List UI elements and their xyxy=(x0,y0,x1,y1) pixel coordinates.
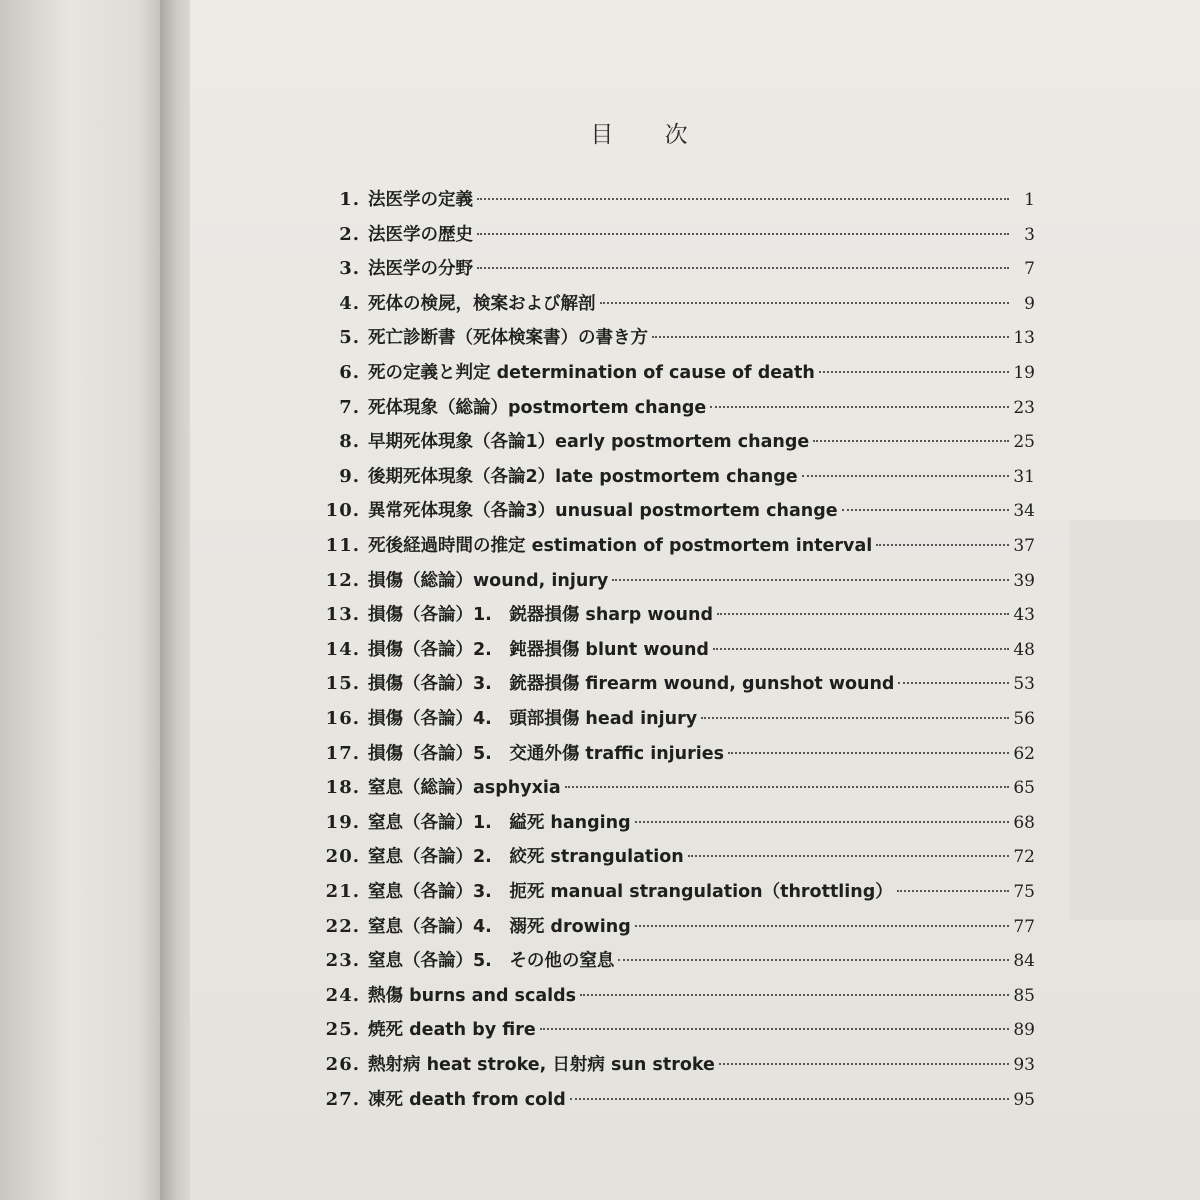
toc-entry xyxy=(300,982,1035,1010)
toc-entry-page: 25 xyxy=(1013,432,1035,453)
toc-entry-title: 熱傷 burns and scalds xyxy=(368,985,577,1006)
toc-entry-number: 9. xyxy=(339,465,360,487)
leader-dots xyxy=(713,648,1009,650)
leader-dots xyxy=(717,613,1009,615)
toc-entry-title: 窒息（各論）2. 絞死 strangulation xyxy=(368,847,684,868)
toc-entry-number: 5. xyxy=(339,327,360,349)
leader-dots xyxy=(635,821,1009,823)
toc-entry-number: 27. xyxy=(325,1088,360,1110)
toc-entry-page: 43 xyxy=(1013,605,1035,626)
toc-entry-page: 68 xyxy=(1013,812,1035,833)
toc-entry xyxy=(300,913,1035,941)
leader-dots xyxy=(701,717,1009,719)
toc-entry-number: 10. xyxy=(325,500,360,522)
leader-dots xyxy=(819,371,1009,373)
toc-entry-title: 死の定義と判定 determination of cause of death xyxy=(368,363,815,383)
toc-entry xyxy=(300,809,1035,837)
toc-entry-title: 早期死体現象（各論1）early postmortem change xyxy=(368,432,810,453)
toc-entry xyxy=(300,774,1035,802)
leader-dots xyxy=(540,1028,1009,1030)
leader-dots xyxy=(719,1063,1009,1065)
toc-entry xyxy=(300,428,1035,456)
leader-dots xyxy=(635,925,1009,927)
toc-entry-title: 死亡診断書（死体検案書）の書き方 xyxy=(368,328,648,349)
toc-entry-title: 凍死 death from cold xyxy=(368,1089,566,1110)
toc-entry xyxy=(300,255,1035,283)
toc-entry-page: 7 xyxy=(1024,259,1035,280)
toc-entry-title: 死体現象（総論）postmortem change xyxy=(368,397,707,418)
toc-entry-page: 89 xyxy=(1013,1020,1035,1041)
toc-entry xyxy=(300,394,1035,422)
toc-entry-title: 窒息（各論）1. 縊死 hanging xyxy=(368,812,631,833)
toc-entry xyxy=(300,878,1035,906)
leader-dots xyxy=(652,336,1009,338)
toc-entry xyxy=(300,705,1035,733)
toc-entry-title: 法医学の歴史 xyxy=(368,224,473,245)
toc-entry-page: 3 xyxy=(1024,224,1035,245)
toc-entry-number: 6. xyxy=(339,362,360,383)
toc-entry-number: 7. xyxy=(339,396,360,418)
toc-entry-number: 16. xyxy=(325,708,360,729)
toc-entry xyxy=(300,843,1035,871)
toc-entry-page: 85 xyxy=(1013,985,1035,1006)
leader-dots xyxy=(600,302,1010,304)
toc-entry-number: 17. xyxy=(325,742,360,764)
toc-entry-title: 損傷（各論）4. 頭部損傷 head injury xyxy=(368,709,698,729)
toc-entry-number: 14. xyxy=(325,638,360,660)
toc-entry xyxy=(300,221,1035,249)
leader-dots xyxy=(570,1098,1009,1100)
toc-entry-title: 窒息（総論）asphyxia xyxy=(368,778,561,799)
toc-entry xyxy=(300,1086,1035,1114)
toc-entry-title: 窒息（各論）3. 扼死 manual strangulation（throttling） xyxy=(368,882,893,902)
leader-dots xyxy=(580,994,1009,996)
toc-entry-page: 53 xyxy=(1013,674,1035,695)
toc-entry-page: 95 xyxy=(1013,1089,1035,1110)
toc-entry-title: 損傷（各論）3. 銃器損傷 firearm wound, gunshot wound xyxy=(368,674,895,695)
toc-entry-number: 8. xyxy=(339,431,360,453)
toc-entry-title: 損傷（各論）2. 鈍器損傷 blunt wound xyxy=(368,639,709,660)
toc-entry-page: 31 xyxy=(1013,466,1035,487)
toc-entry xyxy=(300,324,1035,352)
leader-dots xyxy=(612,579,1009,581)
leader-dots xyxy=(477,198,1009,200)
toc-entry-page: 77 xyxy=(1013,916,1035,937)
toc-entry-title: 窒息（各論）5. その他の窒息 xyxy=(368,951,615,972)
toc-entry xyxy=(300,740,1035,768)
toc-entry-title: 死体の検屍，検案および解剖 xyxy=(368,293,596,314)
toc-entry-number: 26. xyxy=(325,1054,360,1075)
leader-dots xyxy=(710,406,1009,408)
leader-dots xyxy=(477,267,1009,269)
toc-entry-number: 23. xyxy=(325,950,360,972)
toc-entry-number: 25. xyxy=(325,1019,360,1041)
leader-dots xyxy=(842,509,1009,511)
toc-entry-page: 48 xyxy=(1013,639,1035,660)
toc-entry-title: 熱射病 heat stroke, 日射病 sun stroke xyxy=(368,1055,715,1075)
toc-entry-page: 37 xyxy=(1013,536,1035,556)
leader-dots xyxy=(728,752,1009,754)
toc-entry-number: 18. xyxy=(325,777,360,799)
toc-entry-title: 異常死体現象（各論3）unusual postmortem change xyxy=(368,501,838,522)
toc-entry-number: 19. xyxy=(325,811,360,833)
toc-entry-page: 93 xyxy=(1013,1055,1035,1075)
toc-entry xyxy=(300,359,1035,387)
toc-entry xyxy=(300,497,1035,525)
toc-entry-page: 84 xyxy=(1013,951,1035,972)
toc-entry-page: 9 xyxy=(1024,293,1035,314)
leader-dots xyxy=(802,475,1009,477)
toc-entry-page: 13 xyxy=(1013,328,1035,349)
toc-entry-title: 損傷（各論）1. 鋭器損傷 sharp wound xyxy=(368,605,713,626)
leader-dots xyxy=(477,233,1009,235)
leader-dots xyxy=(688,855,1009,857)
toc-entry-page: 34 xyxy=(1013,501,1035,522)
toc-entry-title: 窒息（各論）4. 溺死 drowing xyxy=(368,916,631,937)
toc-entry-title: 損傷（総論）wound, injury xyxy=(368,570,609,591)
toc-entry xyxy=(300,186,1035,214)
toc-entry xyxy=(300,1016,1035,1044)
toc-entry xyxy=(300,290,1035,318)
toc-entry-title: 死後経過時間の推定 estimation of postmortem interval xyxy=(368,536,873,556)
toc-entry-page: 62 xyxy=(1013,743,1035,764)
toc-entry-number: 22. xyxy=(325,915,360,937)
toc-entry-number: 4. xyxy=(339,292,360,314)
leader-dots xyxy=(565,786,1009,788)
toc-entry-number: 1. xyxy=(339,189,360,210)
toc-entry-page: 72 xyxy=(1013,847,1035,868)
toc-entry-page: 56 xyxy=(1013,709,1035,729)
leader-dots xyxy=(876,544,1009,546)
toc-entry xyxy=(300,1051,1035,1079)
toc-entry-page: 75 xyxy=(1013,882,1035,902)
toc-entry-number: 12. xyxy=(325,569,360,591)
toc-entry xyxy=(300,463,1035,491)
toc-entry xyxy=(300,601,1035,629)
toc-entry-title: 法医学の分野 xyxy=(368,259,473,280)
toc-entry-number: 2. xyxy=(339,223,360,245)
leader-dots xyxy=(898,682,1009,684)
leader-dots xyxy=(897,890,1009,892)
toc-entry xyxy=(300,670,1035,698)
toc-entry-page: 19 xyxy=(1013,363,1035,383)
toc-heading: 目 次 xyxy=(590,122,710,148)
toc-entry-title: 法医学の定義 xyxy=(368,190,473,210)
leader-dots xyxy=(618,959,1009,961)
toc-entry-page: 1 xyxy=(1024,190,1035,210)
toc-entry-number: 11. xyxy=(325,535,360,556)
toc-entry xyxy=(300,636,1035,664)
toc-entry-title: 損傷（各論）5. 交通外傷 traffic injuries xyxy=(368,743,725,764)
toc-entry-number: 13. xyxy=(325,604,360,626)
toc-entry xyxy=(300,567,1035,595)
toc-entry xyxy=(300,947,1035,975)
leader-dots xyxy=(813,440,1009,442)
toc-entry-number: 21. xyxy=(325,881,360,902)
toc-entry-page: 39 xyxy=(1013,570,1035,591)
toc-entry-title: 焼死 death by fire xyxy=(368,1020,536,1041)
toc-entry-number: 15. xyxy=(325,673,360,695)
toc-entry-title: 後期死体現象（各論2）late postmortem change xyxy=(368,466,798,487)
toc-entry-page: 23 xyxy=(1013,397,1035,418)
toc-entry xyxy=(300,532,1035,560)
toc-entry-number: 24. xyxy=(325,984,360,1006)
toc-entry-number: 20. xyxy=(325,846,360,868)
toc-entry-page: 65 xyxy=(1013,778,1035,799)
toc-entry-number: 3. xyxy=(339,258,360,280)
